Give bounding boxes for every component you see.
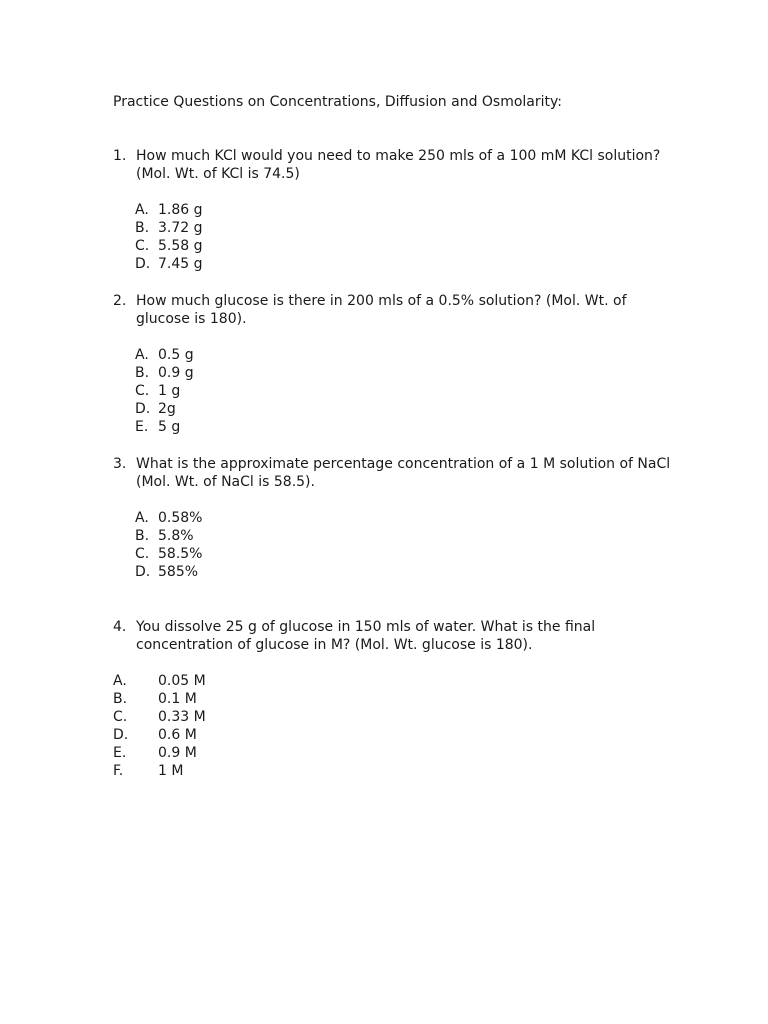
option-value: 0.5 g <box>158 347 194 363</box>
answer-option <box>113 672 673 690</box>
question-text: What is the approximate percentage concentration of a 1 M solution of NaCl (Mol. Wt. of NaCl is 58.5). <box>136 456 671 490</box>
question-2 <box>113 292 673 436</box>
option-value: 1 g <box>158 383 181 399</box>
option-value: 2g <box>158 401 176 417</box>
option-value: 7.45 g <box>158 256 203 272</box>
question-1 <box>113 147 673 273</box>
option-letter: B. <box>135 528 150 544</box>
question-3 <box>113 455 673 581</box>
answer-option <box>113 690 673 708</box>
answer-options <box>135 509 673 581</box>
answer-option <box>135 364 673 382</box>
option-value: 5.58 g <box>158 238 203 254</box>
option-letter: E. <box>113 745 127 761</box>
option-letter: B. <box>135 220 150 236</box>
question-number: 1. <box>113 148 127 164</box>
option-value: 5 g <box>158 419 181 435</box>
answer-option <box>135 201 673 219</box>
option-value: 0.1 M <box>158 691 197 707</box>
option-value: 0.9 M <box>158 745 197 761</box>
option-value: 0.33 M <box>158 709 206 725</box>
option-value: 585% <box>158 564 199 580</box>
option-value: 1.86 g <box>158 202 203 218</box>
option-value: 0.6 M <box>158 727 197 743</box>
answer-options <box>135 201 673 273</box>
question-number: 3. <box>113 456 127 472</box>
option-letter: C. <box>135 546 150 562</box>
answer-option <box>135 527 673 545</box>
option-letter: F. <box>113 763 124 779</box>
answer-option <box>135 237 673 255</box>
answer-option <box>135 563 673 581</box>
option-letter: E. <box>135 419 149 435</box>
option-letter: B. <box>113 691 128 707</box>
option-letter: A. <box>135 510 149 526</box>
question-text: You dissolve 25 g of glucose in 150 mls of water. What is the final concentration of glucose in M? (Mol. Wt. glucose is 180). <box>136 619 596 653</box>
question-number: 4. <box>113 619 127 635</box>
option-value: 0.05 M <box>158 673 206 689</box>
option-letter: D. <box>113 727 129 743</box>
option-letter: C. <box>113 709 128 725</box>
answer-option <box>113 726 673 744</box>
option-letter: B. <box>135 365 150 381</box>
answer-options <box>113 672 673 780</box>
answer-option <box>135 400 673 418</box>
question-4 <box>113 618 673 780</box>
option-letter: C. <box>135 383 150 399</box>
answer-option <box>135 382 673 400</box>
option-letter: D. <box>135 564 151 580</box>
answer-option <box>135 346 673 364</box>
answer-option <box>113 744 673 762</box>
option-value: 1 M <box>158 763 184 779</box>
question-text: How much KCl would you need to make 250 mls of a 100 mM KCl solution? (Mol. Wt. of KCl is 74.5) <box>136 148 661 182</box>
answer-option <box>113 708 673 726</box>
answer-option <box>135 545 673 563</box>
option-letter: A. <box>135 347 149 363</box>
option-value: 0.58% <box>158 510 203 526</box>
answer-option <box>135 509 673 527</box>
option-letter: D. <box>135 401 151 417</box>
answer-option <box>135 219 673 237</box>
option-value: 58.5% <box>158 546 203 562</box>
answer-option <box>135 255 673 273</box>
option-letter: A. <box>135 202 149 218</box>
question-number: 2. <box>113 293 127 309</box>
question-text: How much glucose is there in 200 mls of a 0.5% solution? (Mol. Wt. of glucose is 180). <box>136 293 627 327</box>
answer-options <box>135 346 673 436</box>
option-value: 5.8% <box>158 528 194 544</box>
option-value: 0.9 g <box>158 365 194 381</box>
answer-option <box>135 418 673 436</box>
answer-option <box>113 762 673 780</box>
option-value: 3.72 g <box>158 220 203 236</box>
option-letter: A. <box>113 673 127 689</box>
option-letter: C. <box>135 238 150 254</box>
document-title: Practice Questions on Concentrations, Diffusion and Osmolarity: <box>113 94 563 110</box>
option-letter: D. <box>135 256 151 272</box>
